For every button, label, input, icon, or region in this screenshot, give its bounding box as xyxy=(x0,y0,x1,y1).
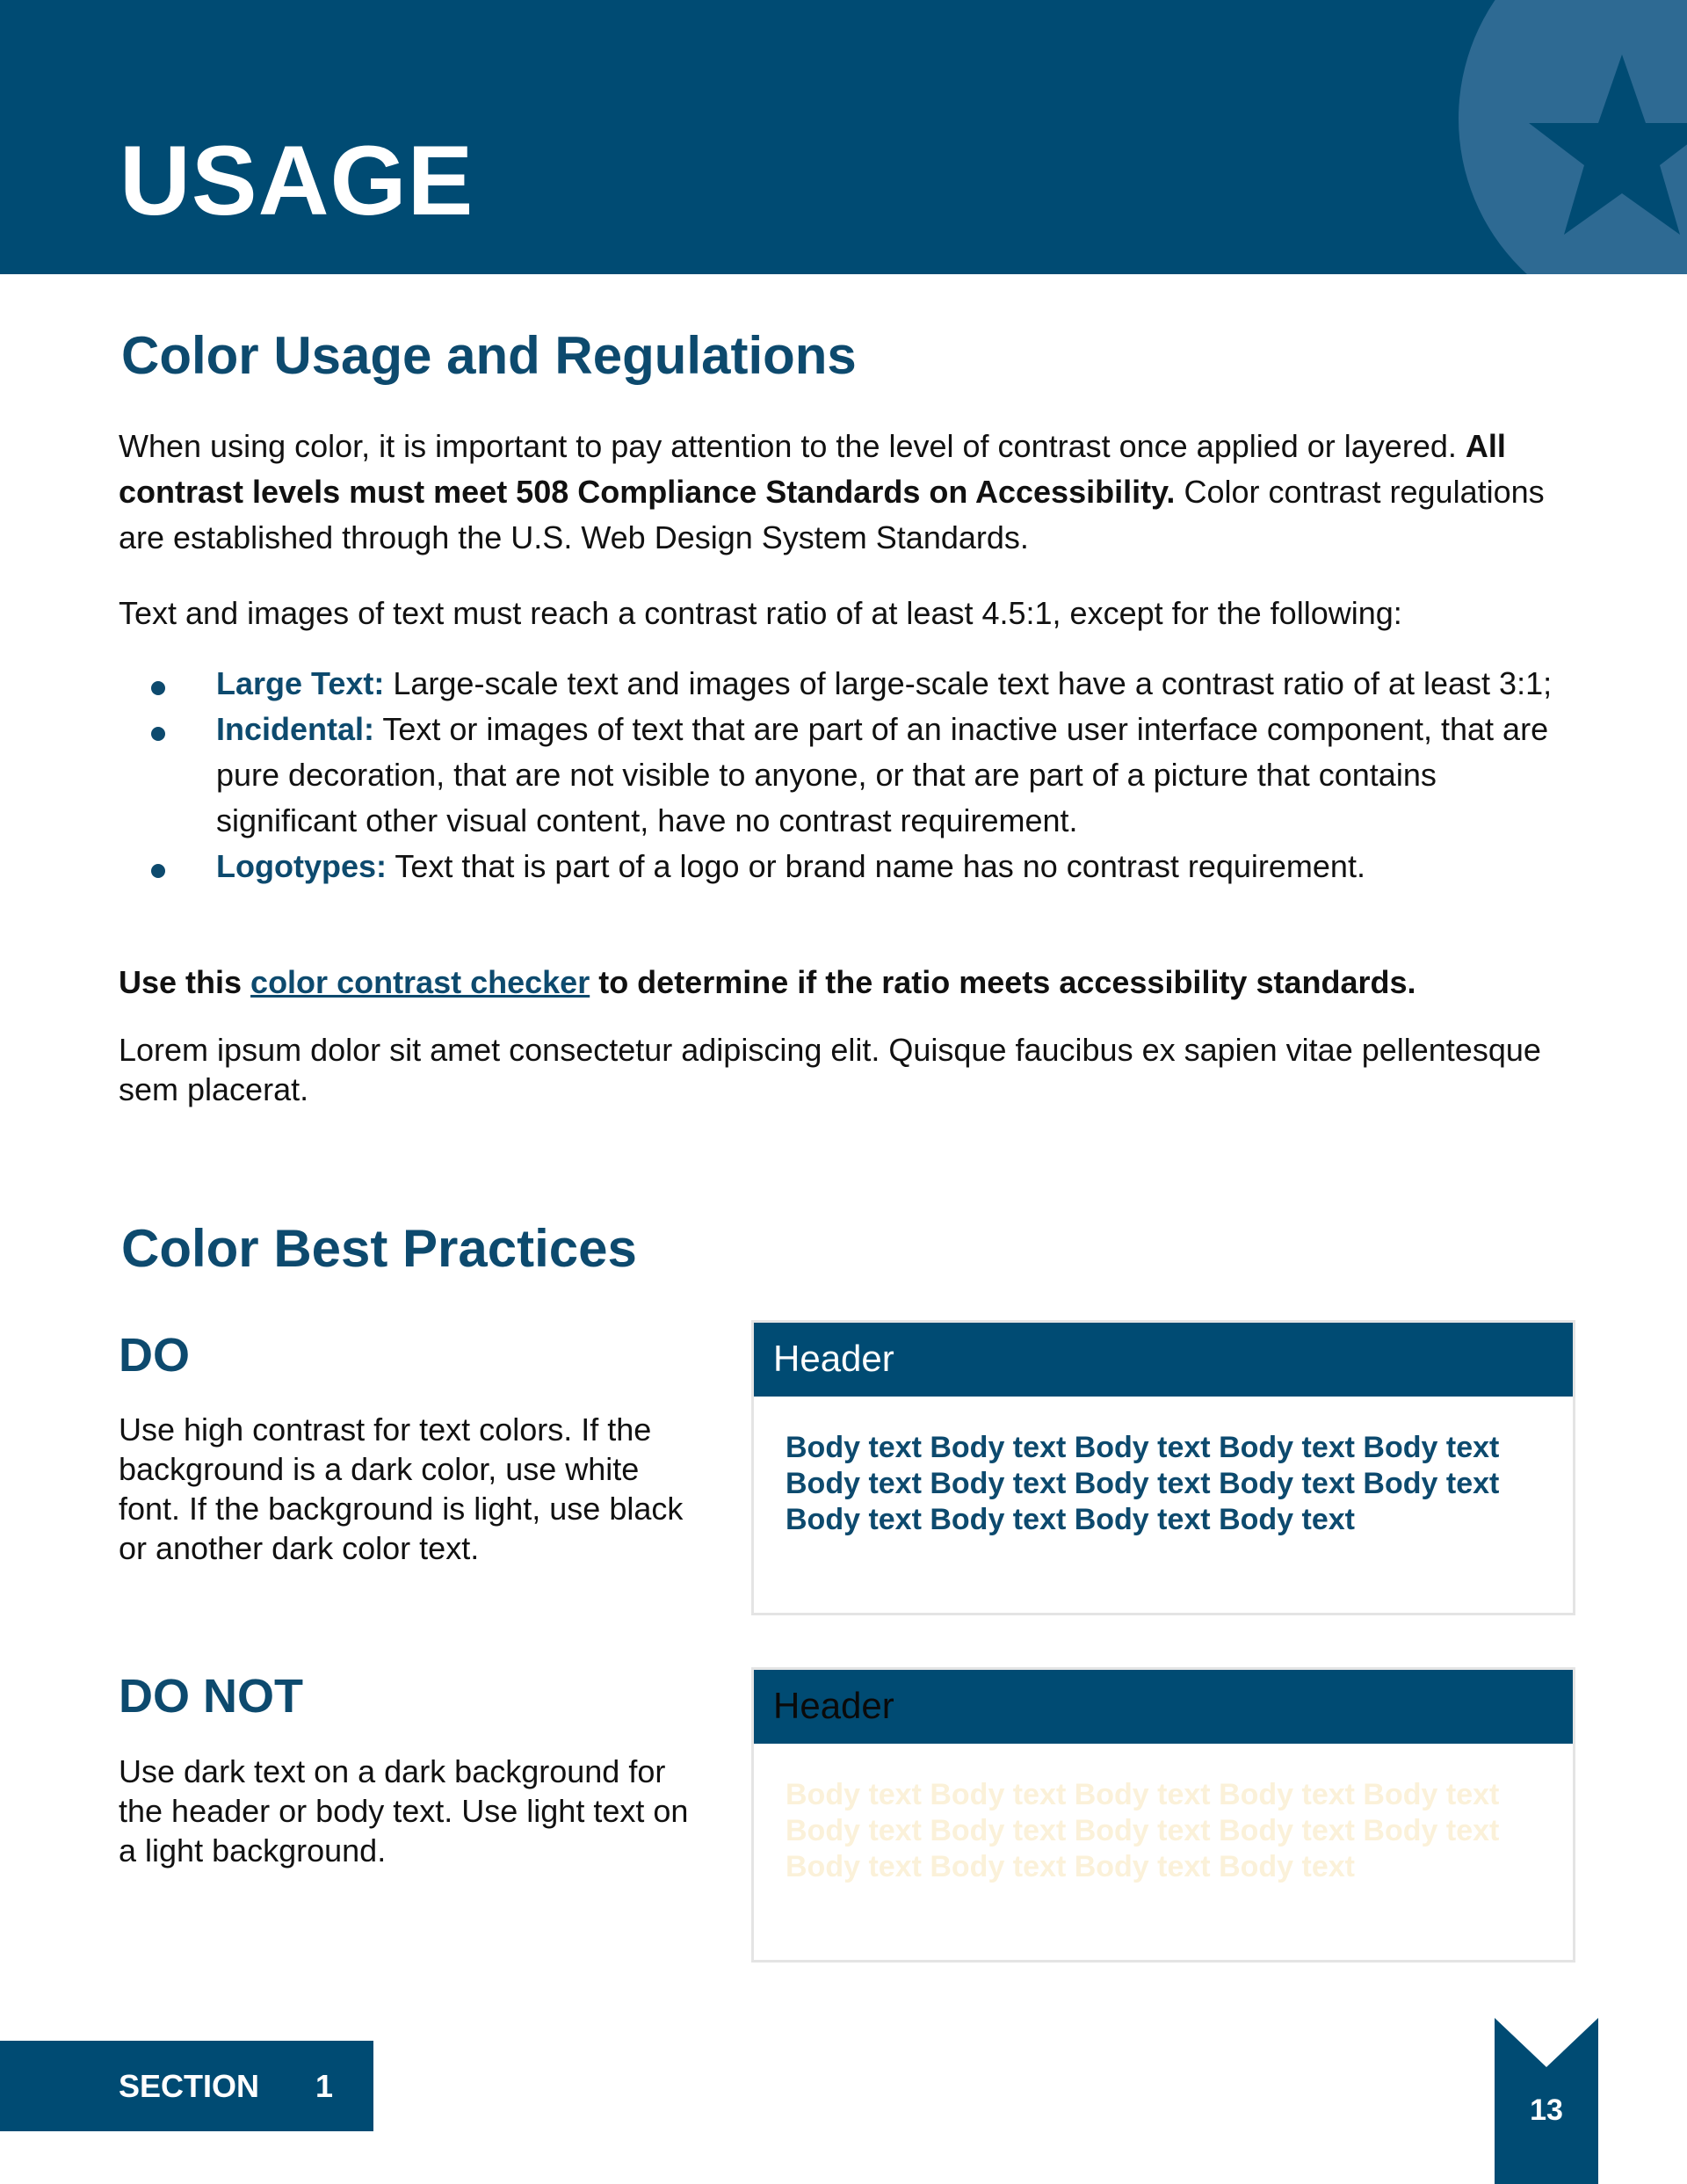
do-not-card-header xyxy=(754,1670,1573,1744)
bullet-text: Text that is part of a logo or brand name has no contrast requirement. xyxy=(387,848,1365,884)
star-icon xyxy=(1459,0,1687,274)
checker-suffix: to determine if the ratio meets accessibility standards. xyxy=(590,964,1416,1000)
do-not-description: Use dark text on a dark background for the header or body text. Use light text on a light background. xyxy=(119,1753,689,1868)
bullet-label: Logotypes: xyxy=(216,848,387,884)
do-card-body: Body text Body text Body text Body text Body text Body text Body text Body text Body text Body text Body text Body text Body text Body text xyxy=(786,1431,1500,1536)
do-card-header-label: Header xyxy=(773,1338,894,1379)
intro-text-end: Color contrast regulations are established through the U.S. Web Design System Standards. xyxy=(119,474,1545,555)
section-label: SECTION xyxy=(119,2068,260,2104)
intro-paragraph xyxy=(119,424,1577,561)
bullet-icon xyxy=(151,727,165,741)
intro-bold-text: All contrast levels must meet 508 Compliance Standards on Accessibility. xyxy=(119,428,1506,510)
bullet-icon xyxy=(151,864,165,878)
do-not-card-header-label: Header xyxy=(773,1685,894,1726)
do-heading: DO xyxy=(119,1329,190,1382)
page-title: USAGE xyxy=(119,126,474,236)
list-item xyxy=(119,707,1577,844)
bullet-text: Text or images of text that are part of an inactive user interface component, that are pure decoration, that are not visible to anyone, or that are part of a picture that contains significant other visual content, have no contrast requirement. xyxy=(216,711,1549,838)
lorem-paragraph: Lorem ipsum dolor sit amet consectetur adipiscing elit. Quisque faucibus ex sapien vitae pellentesque sem placerat. xyxy=(119,1032,1541,1107)
bullet-icon xyxy=(151,681,165,695)
list-item xyxy=(119,844,1577,889)
do-not-heading: DO NOT xyxy=(119,1670,303,1723)
page-number: 13 xyxy=(1530,2093,1563,2127)
bullet-text: Large-scale text and images of large-scale text have a contrast ratio of at least 3:1; xyxy=(384,665,1553,701)
do-not-example-card xyxy=(751,1667,1575,1963)
do-example-card xyxy=(751,1320,1575,1615)
bullet-label: Large Text: xyxy=(216,665,385,701)
bullet-label: Incidental: xyxy=(216,711,375,747)
color-contrast-checker-link[interactable]: color contrast checker xyxy=(250,964,590,1000)
checker-paragraph xyxy=(119,960,1577,1005)
do-card-header xyxy=(754,1323,1573,1397)
section-tab xyxy=(0,2041,373,2131)
exceptions-list xyxy=(119,661,1577,889)
checker-prefix: Use this xyxy=(119,964,251,1000)
section-heading-color-usage: Color Usage and Regulations xyxy=(121,326,857,385)
list-item xyxy=(119,661,1577,707)
contrast-ratio-paragraph: Text and images of text must reach a contrast ratio of at least 4.5:1, except for the following: xyxy=(119,595,1402,631)
do-description: Use high contrast for text colors. If the background is a dark color, use white font. If the background is light, use black or another dark color text. xyxy=(119,1411,684,1566)
section-number: 1 xyxy=(315,2068,334,2104)
header-banner xyxy=(0,0,1687,274)
section-heading-best-practices: Color Best Practices xyxy=(121,1219,637,1278)
do-not-card-body: Body text Body text Body text Body text Body text Body text Body text Body text Body text Body text Body text Body text Body text Body text xyxy=(786,1778,1500,1883)
intro-text: When using color, it is important to pay attention to the level of contrast once applied or layered. xyxy=(119,428,1466,464)
